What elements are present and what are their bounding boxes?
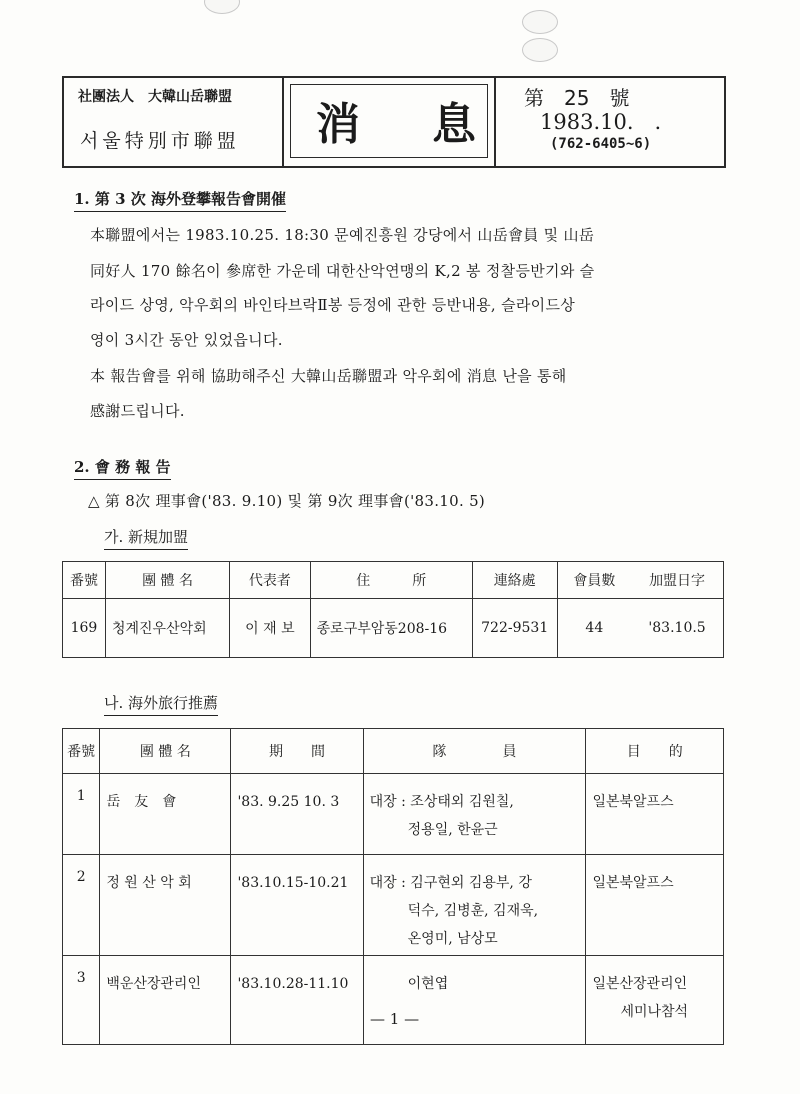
- section2-heading: 2. 會 務 報 告: [74, 456, 171, 480]
- table-row: [63, 956, 724, 1045]
- table-header-row: [63, 729, 724, 774]
- cell-members: [363, 774, 586, 855]
- cell-purpose: [586, 774, 724, 855]
- col-header: 加盟日字: [631, 562, 723, 599]
- cell-representative: 이 재 보: [230, 599, 311, 658]
- meeting-line: △ 第 8次 理事會('83. 9.10) 및 第 9次 理事會('83.10. 5): [88, 492, 486, 510]
- col-header: 隊 員: [363, 729, 586, 774]
- col-header: 團 體 名: [105, 562, 229, 599]
- section1-heading: 1. 第 3 次 海外登攀報告會開催: [74, 188, 286, 212]
- cell-club-name: 청계진우산악회: [105, 599, 229, 658]
- col-header: 期 間: [231, 729, 363, 774]
- cell-address: 종로구부암동208-16: [310, 599, 472, 658]
- cell-number: 169: [63, 599, 106, 658]
- header-divider: [494, 78, 496, 166]
- table-row: [63, 774, 724, 855]
- cell-contact: 722-9531: [472, 599, 557, 658]
- col-header: 團 體 名: [100, 729, 231, 774]
- cell-club-name: [100, 956, 231, 1045]
- section1-line: 本聯盟에서는 1983.10.25. 18:30 문예진흥원 강당에서 山岳會員 및 山岳: [90, 226, 595, 244]
- cell-period: [231, 774, 363, 855]
- col-header: 連絡處: [472, 562, 557, 599]
- header-divider: [282, 78, 284, 166]
- binder-hole: [204, 0, 240, 14]
- members-line: 대장 : 조상태외 김원칠,: [369, 794, 514, 810]
- table-header-row: [63, 562, 724, 599]
- purpose-text: 일본산장관리인: [592, 976, 688, 992]
- col-header: 住 所: [310, 562, 472, 599]
- cell-members: [363, 956, 586, 1045]
- overseas-trip-table: [62, 728, 724, 1045]
- section1-line: 同好人 170 餘名이 參席한 가운데 대한산악연맹의 K,2 봉 정찰등반기와 슬: [90, 262, 595, 280]
- club-name-text: 백운산장관리인: [106, 976, 201, 992]
- period-text: '83. 9.25 10. 3: [237, 794, 340, 810]
- purpose-text: 일본북알프스: [592, 794, 674, 810]
- cell-period: [231, 855, 363, 956]
- org-name: 社團法人 大韓山岳聯盟: [78, 89, 232, 105]
- members-line: 온영미, 남상모: [407, 931, 498, 947]
- section1-line: 感謝드립니다.: [90, 402, 185, 420]
- club-name-text: 정 원 산 악 회: [106, 875, 192, 891]
- org-branch: 서울特別市聯盟: [80, 130, 240, 152]
- col-header: 番號: [63, 562, 106, 599]
- new-member-table: [62, 561, 724, 658]
- issue-number: 第 25 號: [524, 86, 630, 110]
- phone-number: (762-6405~6): [550, 136, 652, 152]
- table-row: [63, 855, 724, 956]
- period-text: '83.10.15-10.21: [237, 875, 349, 891]
- cell-purpose: [586, 956, 724, 1045]
- members-line: 덕수, 김병훈, 김재욱,: [407, 903, 539, 919]
- cell-member-count: 44: [557, 599, 631, 658]
- purpose-text: 세미나참석: [620, 1004, 689, 1020]
- col-header: 目 的: [586, 729, 724, 774]
- club-name-text: 岳 友 會: [106, 794, 177, 810]
- purpose-text: 일본북알프스: [592, 875, 674, 891]
- section1-line: 라이드 상영, 악우회의 바인타브락Ⅱ봉 등정에 관한 등반내용, 슬라이드상: [90, 296, 576, 314]
- cell-members: [363, 855, 586, 956]
- cell-number: 2: [63, 855, 100, 956]
- members-line: 정용일, 한윤근: [407, 822, 498, 838]
- cell-period: [231, 956, 363, 1045]
- col-header: 會員數: [557, 562, 631, 599]
- sub-b-heading: 나. 海外旅行推薦: [104, 692, 218, 716]
- cell-purpose: [586, 855, 724, 956]
- members-line: 이현엽: [407, 976, 449, 992]
- page-number: — 1 —: [370, 1010, 420, 1028]
- binder-hole: [522, 10, 558, 34]
- header-box: [62, 76, 726, 168]
- cell-join-date: '83.10.5: [631, 599, 723, 658]
- section1-line: 本 報告會를 위해 協助해주신 大韓山岳聯盟과 악우회에 消息 난을 통해: [90, 367, 567, 385]
- col-header: 番號: [63, 729, 100, 774]
- cell-club-name: [100, 774, 231, 855]
- col-header: 代表者: [230, 562, 311, 599]
- cell-number: 3: [63, 956, 100, 1045]
- binder-hole: [522, 38, 558, 62]
- issue-date: 1983.10. .: [540, 110, 662, 134]
- section1-line: 영이 3시간 동안 있었읍니다.: [90, 331, 283, 349]
- table-row: [63, 599, 724, 658]
- sub-a-heading: 가. 新規加盟: [104, 526, 188, 550]
- period-text: '83.10.28-11.10: [237, 976, 349, 992]
- cell-number: 1: [63, 774, 100, 855]
- members-line: 대장 : 김구현외 김용부, 강: [369, 875, 532, 891]
- page-title: 消 息: [316, 99, 490, 150]
- cell-club-name: [100, 855, 231, 956]
